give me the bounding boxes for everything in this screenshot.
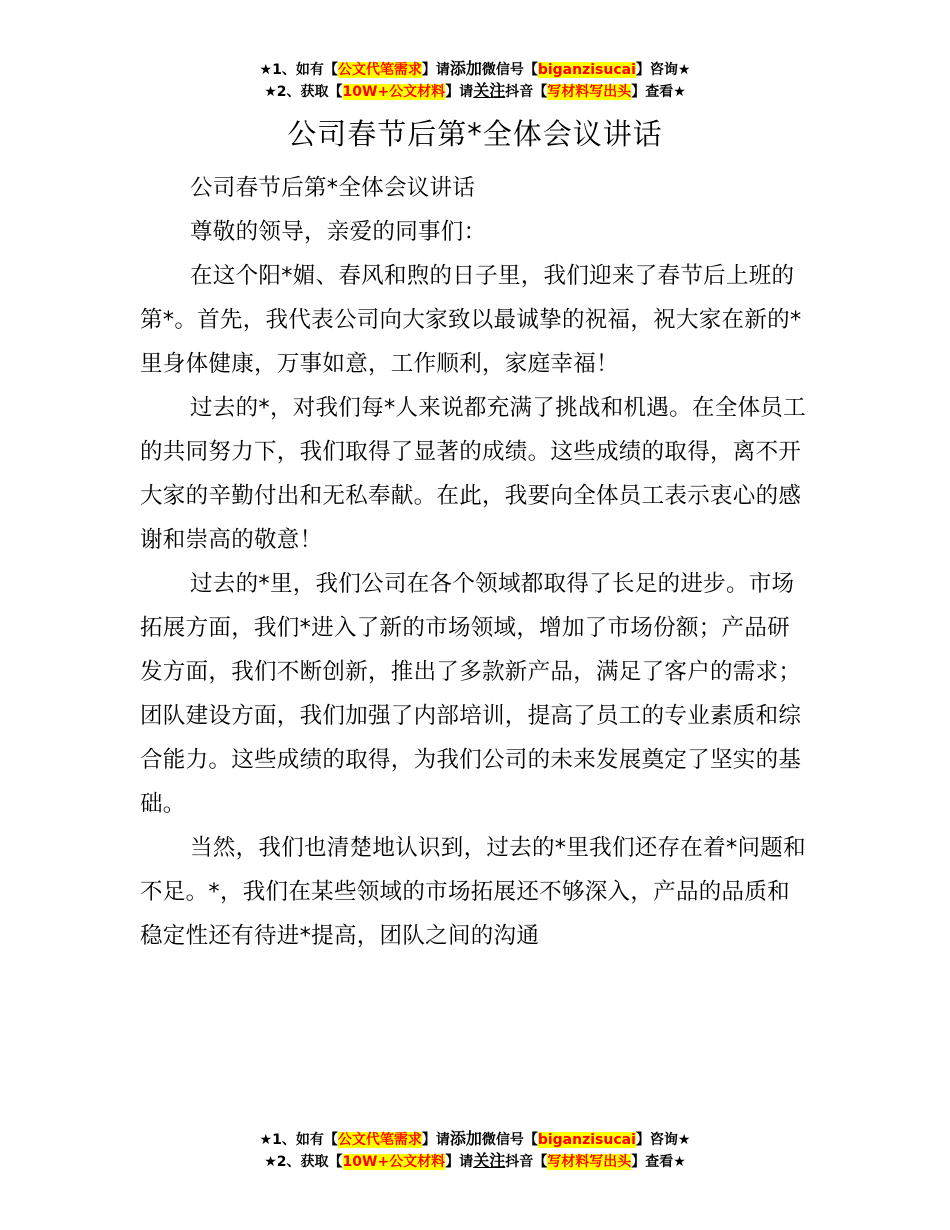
emphasis-text: 关注 (473, 81, 506, 100)
promo-text: 】查看★ (631, 84, 686, 100)
promo-text: 抖音【 (505, 84, 548, 100)
paragraph: 公司春节后第*全体会议讲话 (190, 175, 476, 201)
promo-text: ★1、如有【 (259, 1132, 338, 1148)
emphasis-text: 添加 (449, 59, 482, 78)
paragraph: 过去的*里，我们公司在各个领域都取得了长足的进步。市场拓展方面，我们*进入了新的市场领域，增加了市场份额；产品研发方面，我们不断创新，推出了多款新产品，满足了客户的需求；团队建设方面，我们加强了内部培训，提高了员工的专业素质和综合能力。这些成绩的取得，为我们公司的未来发展奠定了坚实的基础。 (140, 571, 802, 817)
promo-text: 】咨询★ (635, 1132, 691, 1148)
emphasis-text: 添加 (449, 1129, 482, 1148)
promo-line-2 (0, 80, 950, 102)
document-title: 公司春节后第*全体会议讲话 (287, 117, 663, 151)
bottom-promo-banner (0, 1128, 950, 1172)
promo-text: 】请 (445, 84, 474, 100)
highlight-text: 公文代笔需求 (337, 1132, 422, 1148)
document-body (140, 166, 812, 958)
paragraph: 过去的*，对我们每*人来说都充满了挑战和机遇。在全体员工的共同努力下，我们取得了显著的成绩。这些成绩的取得，离不开大家的辛勤付出和无私奉献。在此，我要向全体员工表示衷心的感谢和崇高的敬意！ (140, 395, 806, 553)
promo-text: 抖音【 (505, 1154, 548, 1170)
promo-line-2 (0, 1150, 950, 1172)
promo-text: ★1、如有【 (259, 62, 338, 78)
paragraph: 在这个阳*媚、春风和煦的日子里，我们迎来了春节后上班的第*。首先，我代表公司向大家致以最诚挚的祝福，祝大家在新的*里身体健康，万事如意，工作顺利，家庭幸福！ (140, 263, 802, 377)
promo-text: 】查看★ (631, 1154, 686, 1170)
promo-line-1 (0, 1128, 950, 1150)
wechat-id: biganzisucai (537, 62, 636, 78)
paragraph: 尊敬的领导，亲爱的同事们： (190, 219, 487, 245)
promo-text: ★2、获取【 (264, 1154, 343, 1170)
promo-text: 】咨询★ (635, 62, 691, 78)
douyin-id: 写材料写出头 (547, 1154, 632, 1170)
promo-text: 微信号【 (481, 62, 538, 78)
wechat-id: biganzisucai (537, 1132, 636, 1148)
promo-text: 】请 (445, 1154, 474, 1170)
highlight-text: 公文代笔需求 (337, 62, 422, 78)
highlight-text: 10W+公文材料 (342, 84, 446, 100)
promo-line-1 (0, 58, 950, 80)
promo-text: 】请 (421, 62, 450, 78)
top-promo-banner (0, 58, 950, 102)
promo-text: 】请 (421, 1132, 450, 1148)
highlight-text: 10W+公文材料 (342, 1154, 446, 1170)
promo-text: ★2、获取【 (264, 84, 343, 100)
paragraph: 当然，我们也清楚地认识到，过去的*里我们还存在着*问题和不足。*，我们在某些领域的市场拓展还不够深入，产品的品质和稳定性还有待进*提高，团队之间的沟通 (140, 835, 806, 949)
promo-text: 微信号【 (481, 1132, 538, 1148)
douyin-id: 写材料写出头 (547, 84, 632, 100)
emphasis-text: 关注 (473, 1151, 506, 1170)
